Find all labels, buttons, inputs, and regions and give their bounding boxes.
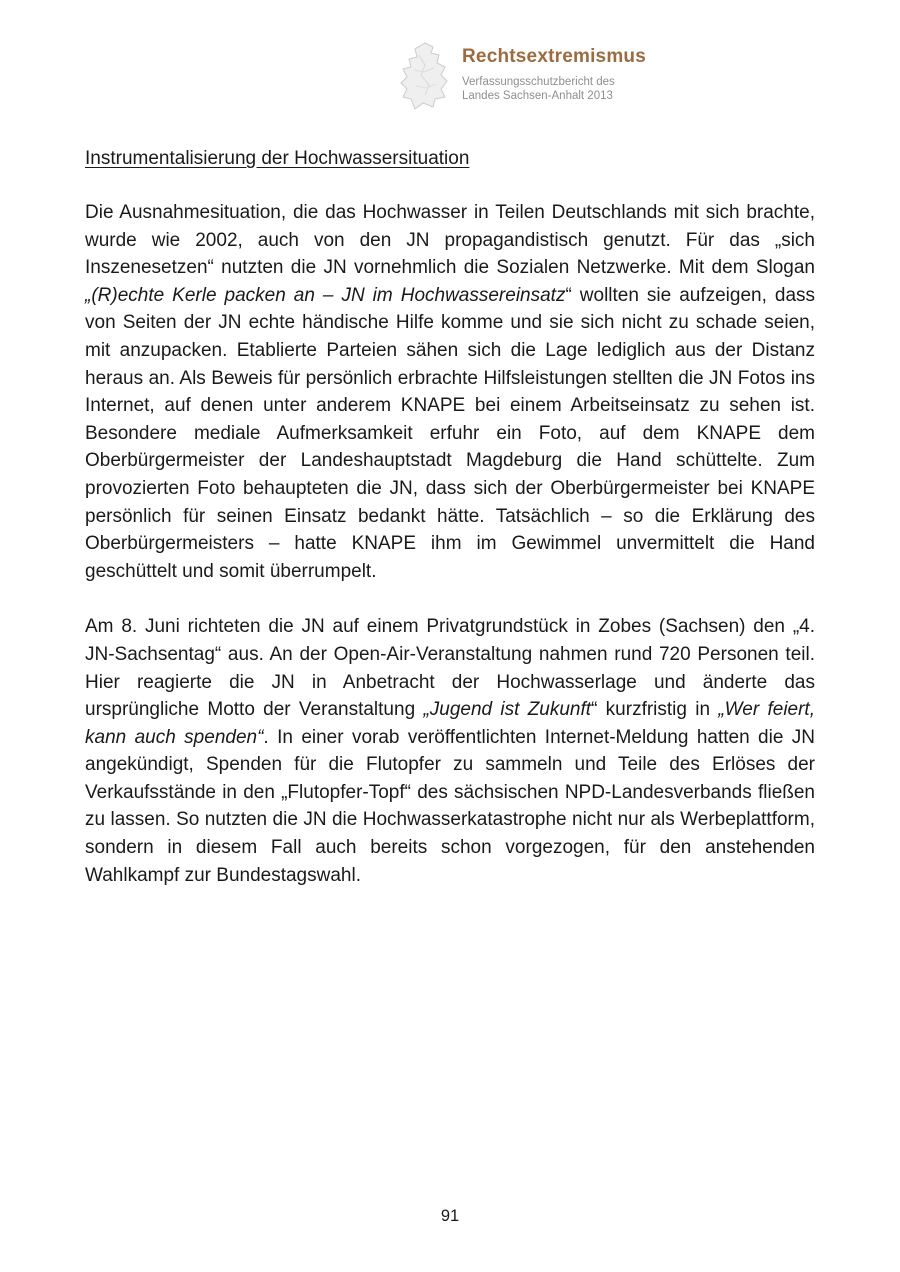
page-content [85, 148, 815, 917]
report-subtitle-line2: Landes Sachsen-Anhalt 2013 [462, 90, 613, 102]
report-subtitle-line1: Verfassungsschutzbericht des [462, 76, 615, 88]
report-header-text [462, 40, 646, 103]
report-header [394, 40, 646, 112]
page-number: 91 [440, 1207, 460, 1225]
section-heading: Instrumentalisierung der Hochwassersituation [85, 148, 470, 169]
saxony-anhalt-outline-icon [394, 40, 456, 112]
report-section-title: Rechtsextremismus [462, 46, 646, 67]
paragraph-flood-instrumentalisation: Die Ausnahmesituation, die das Hochwasser in Teilen Deutschlands mit sich brachte, wurde wie 2002, auch von den JN propagandistisch genutzt. Für das „sich Inszenesetzen“ nutzten die JN vornehmlich die Sozialen Netzwerke. Mit dem Slogan „(R)echte Kerle packen an – JN im Hochwassereinsatz“ wollten sie aufzeigen, dass von Seiten der JN echte händische Hilfe komme und sie sich nicht zu schade seien, mit anzupacken. Etablierte Parteien sähen sich die Lage lediglich aus der Distanz heraus an. Als Beweis für persönlich erbrachte Hilfsleistungen stellten die JN Fotos ins Internet, auf denen unter anderem KNAPE bei einem Arbeitseinsatz zu sehen ist. Besondere mediale Aufmerksamkeit erfuhr ein Foto, auf dem KNAPE dem Oberbürgermeister der Landeshauptstadt Magdeburg die Hand schüttelte. Zum provozierten Foto behaupteten die JN, dass sich der Oberbürgermeister bei KNAPE persönlich für seinen Einsatz bedankt hätte. Tatsächlich – so die Erklärung des Oberbürgermeisters – hatte KNAPE ihm im Gewimmel unvermittelt die Hand geschüttelt und somit überrumpelt. [85, 202, 816, 582]
paragraph-jn-sachsentag: Am 8. Juni richteten die JN auf einem Privatgrundstück in Zobes (Sachsen) den „4. JN-Sachsentag“ aus. An der Open-Air-Veranstaltung nahmen rund 720 Personen teil. Hier reagierte die JN in Anbetracht der Hochwasserlage und änderte das ursprüngliche Motto der Veranstaltung „Jugend ist Zukunft“ kurzfristig in „Wer feiert, kann auch spenden“. In einer vorab veröffentlichten Internet-Meldung hatten die JN angekündigt, Spenden für die Flutopfer zu sammeln und Teile des Erlöses der Verkaufsstände in den „Flutopfer-Topf“ des sächsischen NPD-Landesverbands fließen zu lassen. So nutzten die JN die Hochwasserkatastrophe nicht nur als Werbeplattform, sondern in diesem Fall auch bereits schon vorgezogen, für den anstehenden Wahlkampf zur Bundestagswahl. [85, 616, 816, 886]
